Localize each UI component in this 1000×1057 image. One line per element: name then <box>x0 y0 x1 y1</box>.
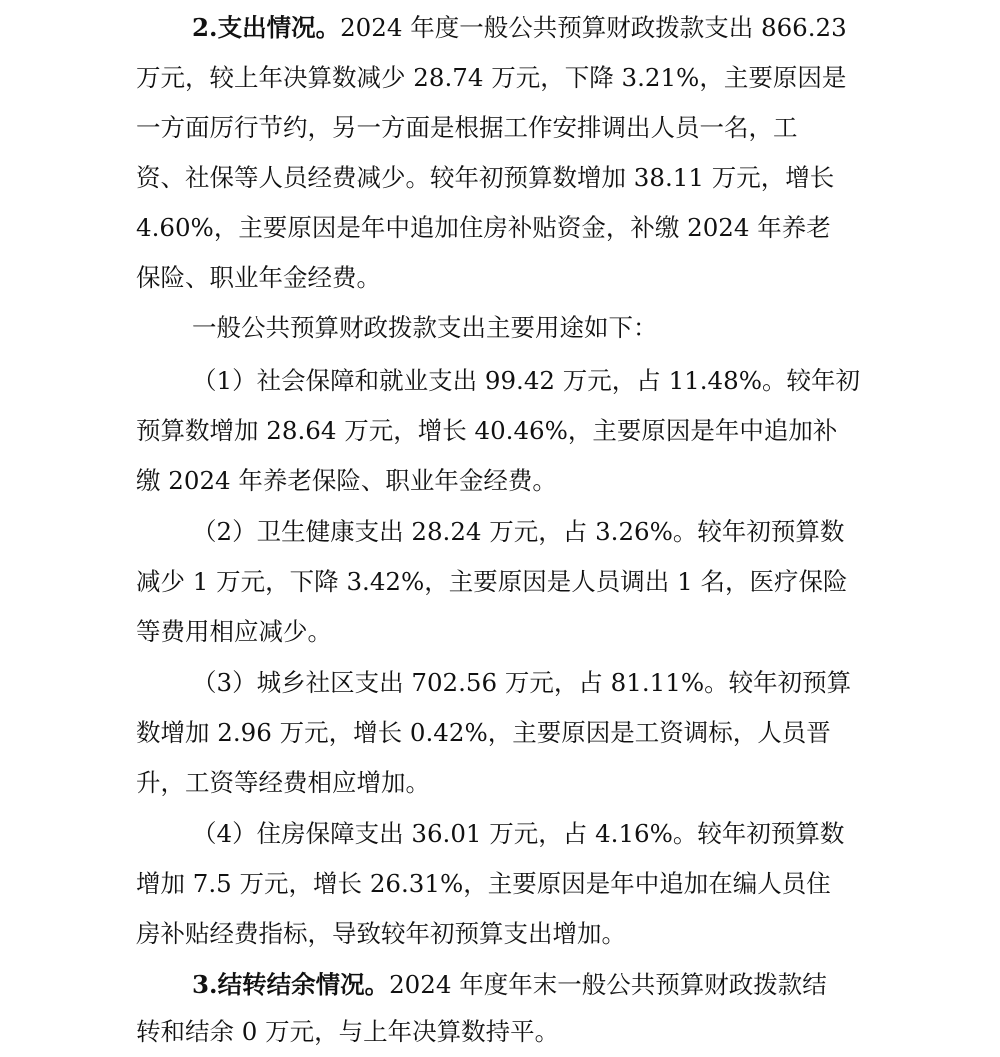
section2-line-3: 一方面厉行节约，另一方面是根据工作安排调出人员一名，工 <box>136 113 798 142</box>
section2-line-4: 资、社保等人员经费减少。较年初预算数增加 38.11 万元，增长 <box>136 163 835 192</box>
item1-line-1: （1）社会保障和就业支出 99.42 万元，占 11.48%。较年初 <box>192 366 861 395</box>
section2-line-2: 万元，较上年决算数减少 28.74 万元，下降 3.21%，主要原因是 <box>136 63 847 92</box>
section2-line-6: 保险、职业年金经费。 <box>136 263 381 292</box>
item1-line-2: 预算数增加 28.64 万元，增长 40.46%，主要原因是年中追加补 <box>136 416 838 445</box>
item4-line-2: 增加 7.5 万元，增长 26.31%，主要原因是年中追加在编人员住 <box>136 869 831 898</box>
item3-line-2: 数增加 2.96 万元，增长 0.42%，主要原因是工资调标，人员晋 <box>136 718 831 747</box>
section3-line-2: 转和结余 0 万元，与上年决算数持平。 <box>136 1017 560 1046</box>
item3-line-1: （3）城乡社区支出 702.56 万元，占 81.11%。较年初预算 <box>192 668 852 697</box>
section2-line-1 <box>192 3 876 53</box>
item1-line-3: 缴 2024 年养老保险、职业年金经费。 <box>136 466 557 495</box>
item3-line-3: 升，工资等经费相应增加。 <box>136 768 430 797</box>
item2-line-2: 减少 1 万元，下降 3.42%，主要原因是人员调出 1 名，医疗保险 <box>136 567 848 596</box>
item4-line-1: （4）住房保障支出 36.01 万元，占 4.16%。较年初预算数 <box>192 819 845 848</box>
section2-line-5: 4.60%，主要原因是年中追加住房补贴资金，补缴 2024 年养老 <box>136 213 831 242</box>
item2-line-3: 等费用相应减少。 <box>136 617 332 646</box>
section3-line-1 <box>192 960 876 1010</box>
usage-intro: 一般公共预算财政拨款支出主要用途如下： <box>192 313 658 342</box>
item4-line-3: 房补贴经费指标，导致较年初预算支出增加。 <box>136 919 626 948</box>
item2-line-1: （2）卫生健康支出 28.24 万元，占 3.26%。较年初预算数 <box>192 517 845 546</box>
section2-heading: 2.支出情况。 <box>192 13 341 42</box>
section3-heading: 3.结转结余情况。 <box>192 970 390 999</box>
section2-text: 2024 年度一般公共预算财政拨款支出 866.23 <box>340 13 847 42</box>
section3-text: 2024 年度年末一般公共预算财政拨款结 <box>389 970 827 999</box>
